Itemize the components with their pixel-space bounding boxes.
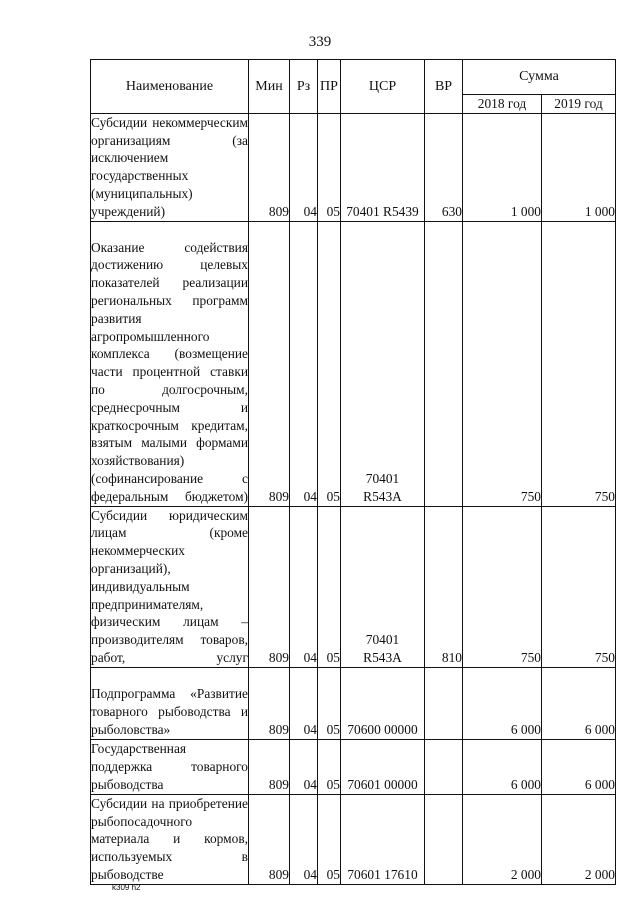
row-sum-2019: 1 000 bbox=[542, 113, 616, 221]
header-rz: Рз bbox=[290, 60, 318, 114]
row-pr: 05 bbox=[318, 667, 341, 739]
row-sum-2019: 750 bbox=[542, 506, 616, 667]
header-vr: ВР bbox=[425, 60, 463, 114]
row-sum-2019: 6 000 bbox=[542, 667, 616, 739]
row-min: 809 bbox=[249, 221, 290, 506]
row-pr: 05 bbox=[318, 113, 341, 221]
row-sum-2018: 750 bbox=[463, 221, 542, 506]
row-sum-2018: 6 000 bbox=[463, 739, 542, 794]
page-number: 339 bbox=[308, 34, 332, 50]
row-csr-line-1: 70401 bbox=[365, 470, 400, 486]
row-min: 809 bbox=[249, 506, 290, 667]
row-csr bbox=[341, 506, 425, 667]
row-sum-2019: 750 bbox=[542, 221, 616, 506]
row-rz: 04 bbox=[290, 113, 318, 221]
row-vr bbox=[425, 794, 463, 884]
row-rz: 04 bbox=[290, 739, 318, 794]
row-csr-line-2: R543A bbox=[363, 649, 402, 665]
row-min: 809 bbox=[249, 113, 290, 221]
row-min: 809 bbox=[249, 794, 290, 884]
table-row bbox=[91, 739, 616, 794]
row-name: Оказание содействия достижению целевых показателей реализации региональных программ развития агропромышленного комплекса (возмещение части процентной ставки по долгосрочным, среднесрочным и краткосрочным кредитам, взятым малыми формами хозяйствования) (софинансирование с федеральным бюджетом) bbox=[91, 221, 249, 506]
table-row bbox=[91, 794, 616, 884]
row-csr: 70401 R5439 bbox=[341, 113, 425, 221]
row-vr bbox=[425, 667, 463, 739]
header-year-2018: 2018 год bbox=[463, 95, 542, 114]
header-year-2019: 2019 год bbox=[542, 95, 616, 114]
header-csr: ЦСР bbox=[341, 60, 425, 114]
row-pr: 05 bbox=[318, 506, 341, 667]
row-sum-2019: 6 000 bbox=[542, 739, 616, 794]
row-name: Субсидии некоммерческим организациям (за исключением государственных (муниципальных) учреждений) bbox=[91, 113, 249, 221]
budget-table bbox=[90, 59, 616, 885]
row-name: Подпрограмма «Развитие товарного рыбоводства и рыболовства» bbox=[91, 667, 249, 739]
row-sum-2018: 1 000 bbox=[463, 113, 542, 221]
row-rz: 04 bbox=[290, 221, 318, 506]
row-rz: 04 bbox=[290, 667, 318, 739]
table-row bbox=[91, 506, 616, 667]
row-csr bbox=[341, 221, 425, 506]
row-csr: 70600 00000 bbox=[341, 667, 425, 739]
row-vr: 630 bbox=[425, 113, 463, 221]
row-sum-2018: 2 000 bbox=[463, 794, 542, 884]
row-pr: 05 bbox=[318, 794, 341, 884]
row-min: 809 bbox=[249, 667, 290, 739]
row-csr: 70601 00000 bbox=[341, 739, 425, 794]
table-row bbox=[91, 667, 616, 739]
header-min: Мин bbox=[249, 60, 290, 114]
row-min: 809 bbox=[249, 739, 290, 794]
row-csr-line-2: R543A bbox=[363, 488, 402, 504]
row-vr bbox=[425, 739, 463, 794]
footer-code: k309 h2 bbox=[112, 883, 141, 892]
row-vr: 810 bbox=[425, 506, 463, 667]
row-name: Субсидии юридическим лицам (кроме некоммерческих организаций), индивидуальным предпринимателям, физическим лицам – производителям товаров, работ, услуг bbox=[91, 506, 249, 667]
table-row bbox=[91, 113, 616, 221]
row-rz: 04 bbox=[290, 506, 318, 667]
table-row bbox=[91, 221, 616, 506]
row-pr: 05 bbox=[318, 221, 341, 506]
header-sum: Сумма bbox=[463, 60, 616, 95]
row-sum-2018: 750 bbox=[463, 506, 542, 667]
row-rz: 04 bbox=[290, 794, 318, 884]
row-pr: 05 bbox=[318, 739, 341, 794]
row-csr-line-1: 70401 bbox=[365, 632, 400, 648]
row-sum-2019: 2 000 bbox=[542, 794, 616, 884]
row-name: Государственная поддержка товарного рыбоводства bbox=[91, 739, 249, 794]
header-pr: ПР bbox=[318, 60, 341, 114]
row-csr: 70601 17610 bbox=[341, 794, 425, 884]
row-vr bbox=[425, 221, 463, 506]
row-sum-2018: 6 000 bbox=[463, 667, 542, 739]
row-name: Субсидии на приобретение рыбопосадочного материала и кормов, используемых в рыбоводстве bbox=[91, 794, 249, 884]
header-name: Наименование bbox=[91, 60, 249, 114]
